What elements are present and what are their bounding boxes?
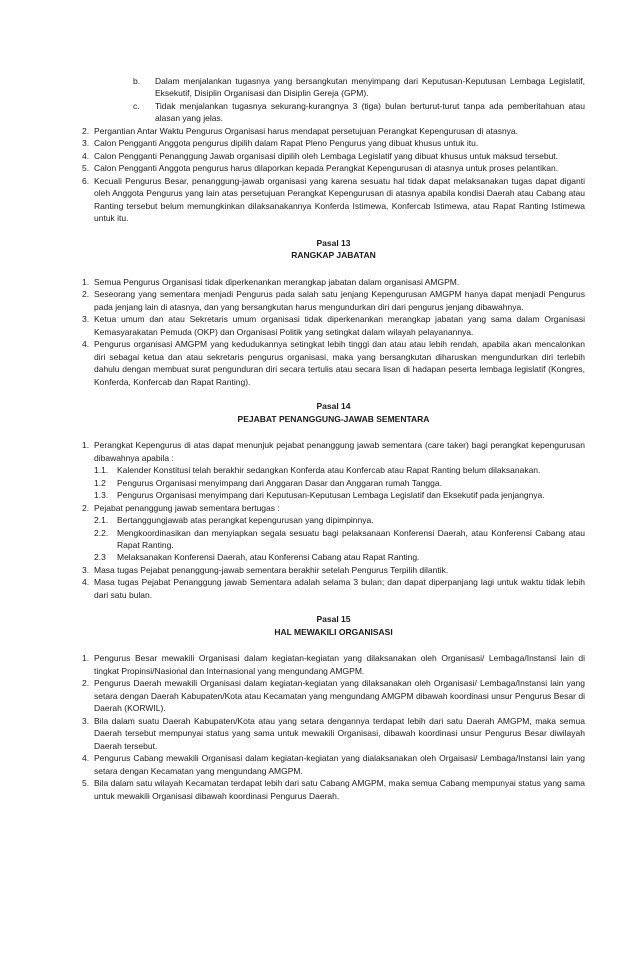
article-heading: [82, 400, 585, 425]
sub-item-text: Pengurus Organisasi menyimpang dari Anggaran Dasar dan Anggaran rumah Tangga.: [117, 477, 442, 488]
list-item-number: 6.: [82, 175, 90, 186]
list-item-number: 2.: [82, 289, 90, 300]
sub-item: [82, 75, 585, 100]
list-item-text: Pengurus organisasi AMGPM yang kedudukannya setingkat lebih tinggi dan atau atau lebih rendah, apabila akan mencalonkan diri sebagai ketua dan atau sekretaris pengurus organisasi, maka yang bersangkutan diharuskan mengundurkan diri terlebih dahulu dengan membuat surat pengunduran diri secara tertulis atau secara lisan di hadapan peserta lembaga legislatif (Kongres, Konferda, Konfercab dan Rapat Ranting).: [94, 339, 585, 387]
sub-item-text: Tidak menjalankan tugasnya sekurang-kurangnya 3 (tiga) bulan berturut-turut tanpa ada pemberitahuan atau alasan yang jelas.: [155, 100, 585, 124]
list-item-number: 2.: [82, 502, 90, 513]
list-item: [82, 162, 585, 174]
list-item-number: 3.: [82, 564, 90, 575]
sub-item: [82, 477, 585, 489]
sub-item-text: Bertanggungjawab atas perangkat kepengurusan yang dipimpinnya.: [117, 515, 374, 526]
sub-item-text: Pengurus Organisasi menyimpang dari Keputusan-Keputusan Lembaga Legislatif dan Eksekutif pada jenjangnya.: [117, 490, 545, 501]
list-item-number: 3.: [82, 314, 90, 325]
list-item-number: 2.: [82, 125, 90, 136]
list-item-number: 4.: [82, 339, 90, 350]
list-item-number: 5.: [82, 163, 90, 174]
list-item: [82, 276, 585, 288]
sub-item-number: 1.2: [94, 477, 106, 488]
sub-item-number: 2.1.: [94, 515, 109, 526]
article-heading: [82, 613, 585, 638]
sub-item: [82, 514, 585, 526]
sub-item-text: Mengkoordinasikan dan menyiapkan segala sesuatu bagi pelaksanaan Konferensi Daerah, atau Konferensi Cabang atau Rapat Ranting.: [117, 527, 585, 550]
sub-item-number: b.: [133, 76, 141, 86]
list-item: [82, 175, 585, 225]
list-item-text: Pergantian Antar Waktu Pengurus Organisasi harus mendapat persetujuan Perangkat Kepengurusan di atasnya.: [94, 125, 519, 136]
list-item-text: Pengurus Besar mewakili Organisasi dalam kegiatan-kegiatan yang dilaksanakan oleh Organisasi/ Lembaga/Instansi lain di tingkat Propinsi/Nasional dan Internasional yang mengundang AMGPM.: [94, 653, 585, 676]
list-item: [82, 502, 585, 514]
list-item-text: Seseorang yang sementara menjadi Pengurus pada salah satu jenjang Kepengurusan AMGPM hanya dapat menjadi Pengurus pada jenjang lain di atasnya, dan yang bersangkutan harus mengundurkan diri dari pengurus jenjang dibawahnya.: [94, 289, 585, 312]
sub-item: [82, 100, 585, 125]
list-item: [82, 338, 585, 388]
list-item: [82, 150, 585, 162]
article-number: Pasal 14: [316, 401, 351, 412]
list-item-number: 3.: [82, 138, 90, 149]
list-item-text: Calon Pengganti Anggota pengurus harus dilaporkan kepada Perangkat Kepengurusan di atasnya untuk proses pelantikan.: [94, 163, 559, 174]
sub-item: [82, 464, 585, 476]
list-item-text: Calon Pengganti Penanggung Jawab organisasi dipilih oleh Lembaga Legislatif yang dibuat khusus untuk maksud tersebut.: [94, 150, 559, 161]
article-14: [82, 400, 585, 601]
list-item: [82, 564, 585, 576]
sub-item-number: c.: [133, 100, 140, 111]
list-item-text: Pengurus Daerah mewakili Organisasi dalam kegiatan-kegiatan yang dilaksanakan oleh Organisasi/ Lembaga/Instansi lain yang setara dengan Daerah Kabupaten/Kota atau Kecamatan yang mengundang AMGPM dibawah koordinasi unsur Pengurus Besar di Daerah (KORWIL).: [94, 678, 585, 714]
sub-item-number: 1.1.: [94, 465, 109, 476]
list-item-number: 1.: [82, 276, 90, 287]
list-item-text: Ketua umum dan atau Sekretaris umum organisasi tidak diperkenankan merangkap jabatan yang sama dalam Organisasi Kemasyarakatan Pemuda (OKP) dan Organisasi Politik yang setingkat dalam wilayah pelayanannya.: [94, 314, 585, 337]
sub-item: [82, 527, 585, 552]
continued-section: [82, 75, 585, 225]
list-item: [82, 288, 585, 313]
sub-item-number: 2.2.: [94, 527, 109, 538]
list-item-number: 3.: [82, 715, 90, 726]
list-item: [82, 313, 585, 338]
list-item: [82, 652, 585, 677]
list-item-text: Masa tugas Pejabat Penanggung jawab Sementara adalah selama 3 bulan; dan dapat diperpanjang lagi untuk waktu tidak lebih dari satu bulan.: [94, 577, 585, 600]
list-item-text: Bila dalam satu wilayah Kecamatan terdapat lebih dari satu Cabang AMGPM, maka semua Cabang mempunyai status yang sama untuk mewakili Organisasi dibawah koordinasi Pengurus Daerah.: [94, 778, 585, 801]
article-number: Pasal 13: [316, 237, 351, 248]
sub-item-number: 2.3: [94, 552, 106, 563]
list-item: [82, 715, 585, 752]
sub-item-text: Kalender Konstitusi telah berakhir sedangkan Konferda atau Konfercab atau Rapat Ranting belum dilaksanakan.: [117, 465, 541, 476]
list-item-number: 4.: [82, 577, 90, 588]
list-item-text: Semua Pengurus Organisasi tidak diperkenankan merangkap jabatan dalam organisasi AMGPM.: [94, 276, 460, 287]
list-item-text: Bila dalam suatu Daerah Kabupaten/Kota atau yang setara dengannya terdapat lebih dari satu Daerah AMGPM, maka semua Daerah tersebut mempunyai status yang sama untuk mewakili Organisasi, dibawah koordinasi unsur Pengurus Besar diwilayah Daerah tersebut.: [94, 715, 585, 751]
list-item-text: Pejabat penanggung jawab sementara bertugas :: [94, 502, 280, 513]
sub-item-number: 1.3.: [94, 490, 109, 501]
list-item: [82, 439, 585, 464]
list-item-text: Calon Pengganti Anggota pengurus dipilih dalam Rapat Pleno Pengurus yang dibuat khusus untuk itu.: [94, 138, 479, 149]
document-body: [82, 75, 585, 802]
article-title: PEJABAT PENANGGUNG-JAWAB SEMENTARA: [237, 413, 430, 424]
sub-item: [82, 489, 585, 501]
list-item-text: Perangkat Kepengurus di atas dapat menunjuk pejabat penanggung jawab sementara (care taker) bagi perangkat kepengurusan dibawahnya apabila :: [94, 440, 585, 463]
list-item: [82, 125, 585, 137]
article-title: RANGKAP JABATAN: [291, 250, 376, 261]
article-13: [82, 237, 585, 388]
list-item-number: 1.: [82, 653, 90, 664]
article-15: [82, 613, 585, 802]
list-item: [82, 677, 585, 714]
sub-item: [82, 551, 585, 563]
list-item: [82, 137, 585, 149]
list-item: [82, 752, 585, 777]
article-number: Pasal 15: [316, 614, 351, 625]
list-item-number: 4.: [82, 150, 90, 161]
article-title: HAL MEWAKILI ORGANISASI: [274, 626, 393, 637]
sub-item-text: Melaksanakan Konferensi Daerah, atau Konferensi Cabang atau Rapat Ranting.: [117, 552, 420, 563]
sub-item-text: Dalam menjalankan tugasnya yang bersangkutan menyimpang dari Keputusan-Keputusan Lembaga Legislatif, Eksekutif, Disiplin Organisasi dan Disiplin Gereja (GPM).: [155, 76, 585, 99]
list-item-number: 1.: [82, 440, 90, 451]
article-heading: [82, 237, 585, 262]
list-item-text: Kecuali Pengurus Besar, penanggung-jawab organisasi yang karena sesuatu hal tidak dapat melaksanakan tugas dapat diganti oleh Anggota Pengurus yang lain atas persetujuan Perangkat Kepengurusan di atasnya apabila kondisi Daerah atau Cabang atau Ranting tersebut belum memungkinkan dilaksanakannya Konferda Istimewa, Konfercab Istimewa, atau Rapat Ranting Istimewa untuk itu.: [94, 175, 585, 224]
list-item-text: Masa tugas Pejabat penanggung-jawab sementara berakhir setelah Pengurus Terpilih dilantik.: [94, 564, 449, 575]
list-item: [82, 576, 585, 601]
list-item-text: Pengurus Cabang mewakili Organisasi dalam kegiatan-kegiatan yang dialaksanakan oleh Orgaisasi/ Lembaga/Instansi lain yang setara dengan Kecamatan yang mengundang AMGPM.: [94, 753, 585, 776]
list-item-number: 4.: [82, 753, 90, 764]
list-item-number: 5.: [82, 778, 90, 789]
list-item: [82, 777, 585, 802]
list-item-number: 2.: [82, 678, 90, 689]
